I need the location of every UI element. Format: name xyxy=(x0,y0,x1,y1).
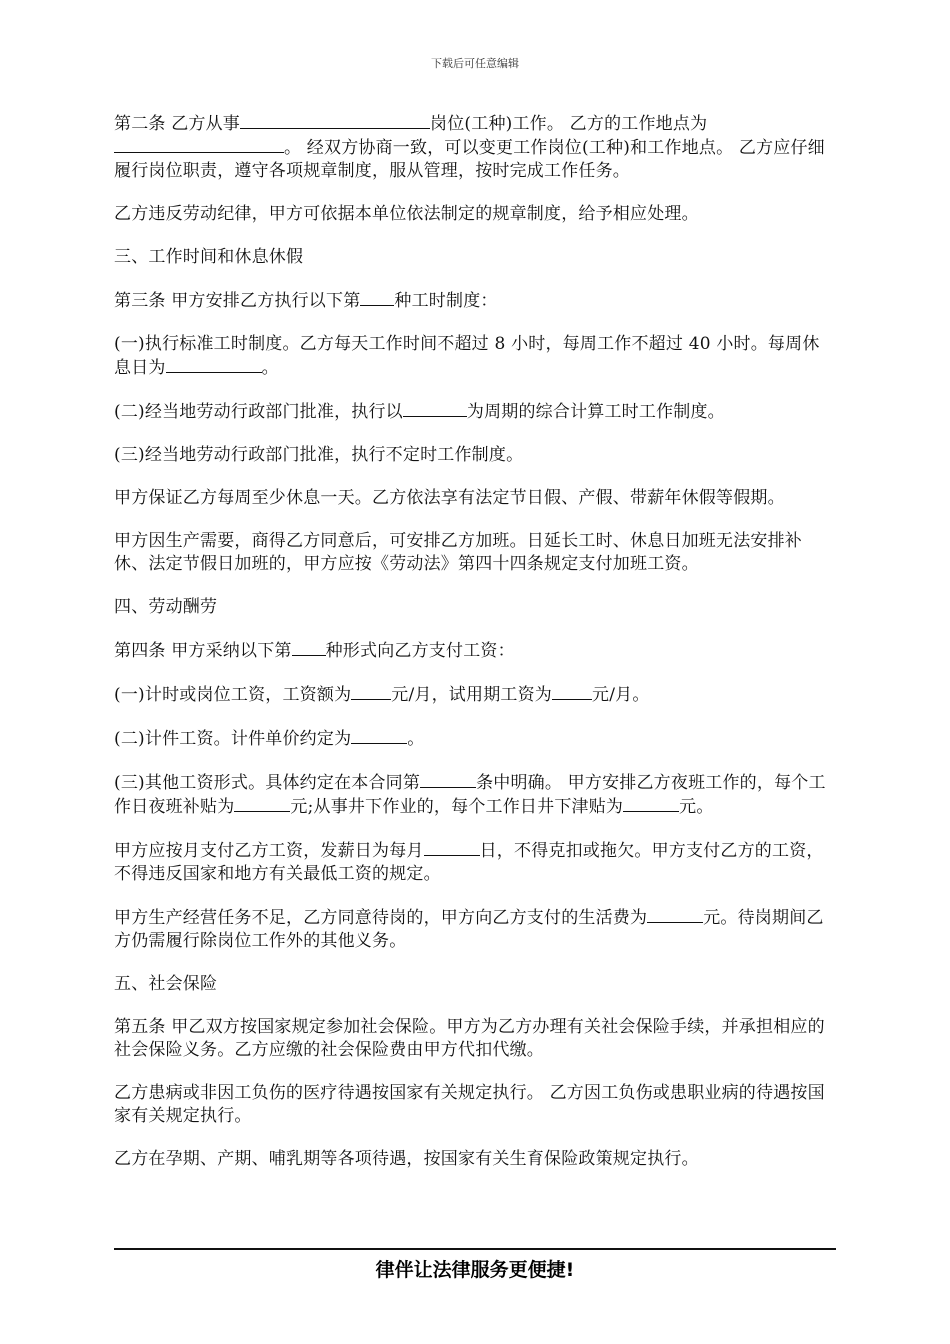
paragraph xyxy=(114,246,836,269)
paragraph-text: (一)执行标准工时制度。乙方每天工作时间不超过 8 小时，每周工作不超过 40 小时。每周休息日为 xyxy=(114,334,820,378)
paragraph xyxy=(114,203,836,226)
footer-divider xyxy=(114,1248,836,1250)
paragraph-text: 第四条 甲方采纳以下第 xyxy=(114,641,292,661)
paragraph-text: 第三条 甲方安排乙方执行以下第 xyxy=(114,291,361,311)
paragraph-text: 元。 xyxy=(679,797,714,817)
paragraph-text: 四、劳动酬劳 xyxy=(114,597,218,617)
fill-in-blank xyxy=(424,839,480,856)
paragraph xyxy=(114,771,836,819)
paragraph xyxy=(114,596,836,619)
paragraph xyxy=(114,487,836,510)
paragraph-text: 三、工作时间和休息休假 xyxy=(114,247,304,267)
paragraph-text: 乙方在孕期、产期、哺乳期等各项待遇，按国家有关生育保险政策规定执行。 xyxy=(114,1149,699,1169)
paragraph-text: (二)计件工资。计件单价约定为 xyxy=(114,729,352,749)
paragraph-text: 元/月。 xyxy=(592,685,650,705)
paragraph xyxy=(114,289,836,313)
paragraph xyxy=(114,727,836,751)
paragraph-text: 。 xyxy=(261,358,279,378)
paragraph xyxy=(114,1016,836,1062)
paragraph-text: 甲方生产经营任务不足，乙方同意待岗的，甲方向乙方支付的生活费为 xyxy=(114,908,648,928)
paragraph-text: 第五条 甲乙双方按国家规定参加社会保险。甲方为乙方办理有关社会保险手续，并承担相应的社会保险义务。乙方应缴的社会保险费由甲方代扣代缴。 xyxy=(114,1017,825,1060)
paragraph xyxy=(114,444,836,467)
fill-in-blank xyxy=(647,906,703,923)
paragraph-text: (三)经当地劳动行政部门批准，执行不定时工作制度。 xyxy=(114,445,524,465)
paragraph-text: 元/月，试用期工资为 xyxy=(391,685,552,705)
paragraph xyxy=(114,683,836,707)
fill-in-blank xyxy=(351,727,407,744)
document-body xyxy=(114,112,836,1191)
fill-in-blank xyxy=(623,795,679,812)
paragraph xyxy=(114,973,836,996)
paragraph-text: (三)其他工资形式。具体约定在本合同第 xyxy=(114,773,421,793)
fill-in-blank xyxy=(240,112,430,129)
fill-in-blank xyxy=(114,136,284,153)
paragraph xyxy=(114,839,836,886)
fill-in-blank xyxy=(292,639,326,656)
fill-in-blank xyxy=(420,771,476,788)
paragraph-text: 日，不得克扣或拖欠。甲方支付乙方的工资，不得违反国家和地方有关最低工资的规定。 xyxy=(114,841,824,884)
paragraph-text: 乙方患病或非因工负伤的医疗待遇按国家有关规定执行。 乙方因工负伤或患职业病的待遇按国家有关规定执行。 xyxy=(114,1083,825,1126)
paragraph xyxy=(114,639,836,663)
paragraph xyxy=(114,1148,836,1171)
fill-in-blank xyxy=(360,289,394,306)
paragraph-text: 甲方保证乙方每周至少休息一天。乙方依法享有法定节日假、产假、带薪年休假等假期。 xyxy=(114,488,785,508)
paragraph-text: 。 xyxy=(407,729,425,749)
paragraph-text: 甲方应按月支付乙方工资，发薪日为每月 xyxy=(114,841,424,861)
paragraph-text: 甲方因生产需要，商得乙方同意后，可安排乙方加班。日延长工时、休息日加班无法安排补休、法定节假日加班的，甲方应按《劳动法》第四十四条规定支付加班工资。 xyxy=(114,531,802,574)
page-header: 下载后可任意编辑 xyxy=(431,57,519,70)
paragraph xyxy=(114,906,836,953)
paragraph-text: 五、社会保险 xyxy=(114,974,218,994)
paragraph-text: 条中明确。 甲方安排乙方夜班工作的，每个工作日夜班补贴为 xyxy=(114,773,826,817)
paragraph xyxy=(114,1082,836,1128)
paragraph-text: 岗位(工种)工作。 乙方的工作地点为 xyxy=(430,114,708,134)
paragraph-text: 乙方违反劳动纪律，甲方可依据本单位依法制定的规章制度，给予相应处理。 xyxy=(114,204,699,224)
paragraph-text: 元。待岗期间乙方仍需履行除岗位工作外的其他义务。 xyxy=(114,908,824,951)
paragraph-text: (二)经当地劳动行政部门批准，执行以 xyxy=(114,402,403,422)
paragraph xyxy=(114,530,836,576)
fill-in-blank xyxy=(351,683,391,700)
fill-in-blank xyxy=(234,795,290,812)
fill-in-blank xyxy=(552,683,592,700)
paragraph xyxy=(114,400,836,424)
paragraph xyxy=(114,333,836,380)
paragraph-text: 元;从事井下作业的，每个工作日井下津贴为 xyxy=(290,797,624,817)
paragraph-text: 为周期的综合计算工时工作制度。 xyxy=(466,402,725,422)
page-footer: 律伴让法律服务更便捷! xyxy=(375,1259,575,1281)
fill-in-blank xyxy=(403,400,467,417)
paragraph-text: 种形式向乙方支付工资： xyxy=(325,641,515,661)
paragraph-text: 种工时制度： xyxy=(394,291,498,311)
paragraph-text: 。 经双方协商一致，可以变更工作岗位(工种)和工作地点。 乙方应仔细履行岗位职责，遵守各项规章制度，服从管理，按时完成工作任务。 xyxy=(114,138,825,181)
paragraph xyxy=(114,112,836,183)
fill-in-blank xyxy=(166,356,262,373)
paragraph-text: 第二条 乙方从事 xyxy=(114,114,241,134)
paragraph-text: (一)计时或岗位工资，工资额为 xyxy=(114,685,352,705)
